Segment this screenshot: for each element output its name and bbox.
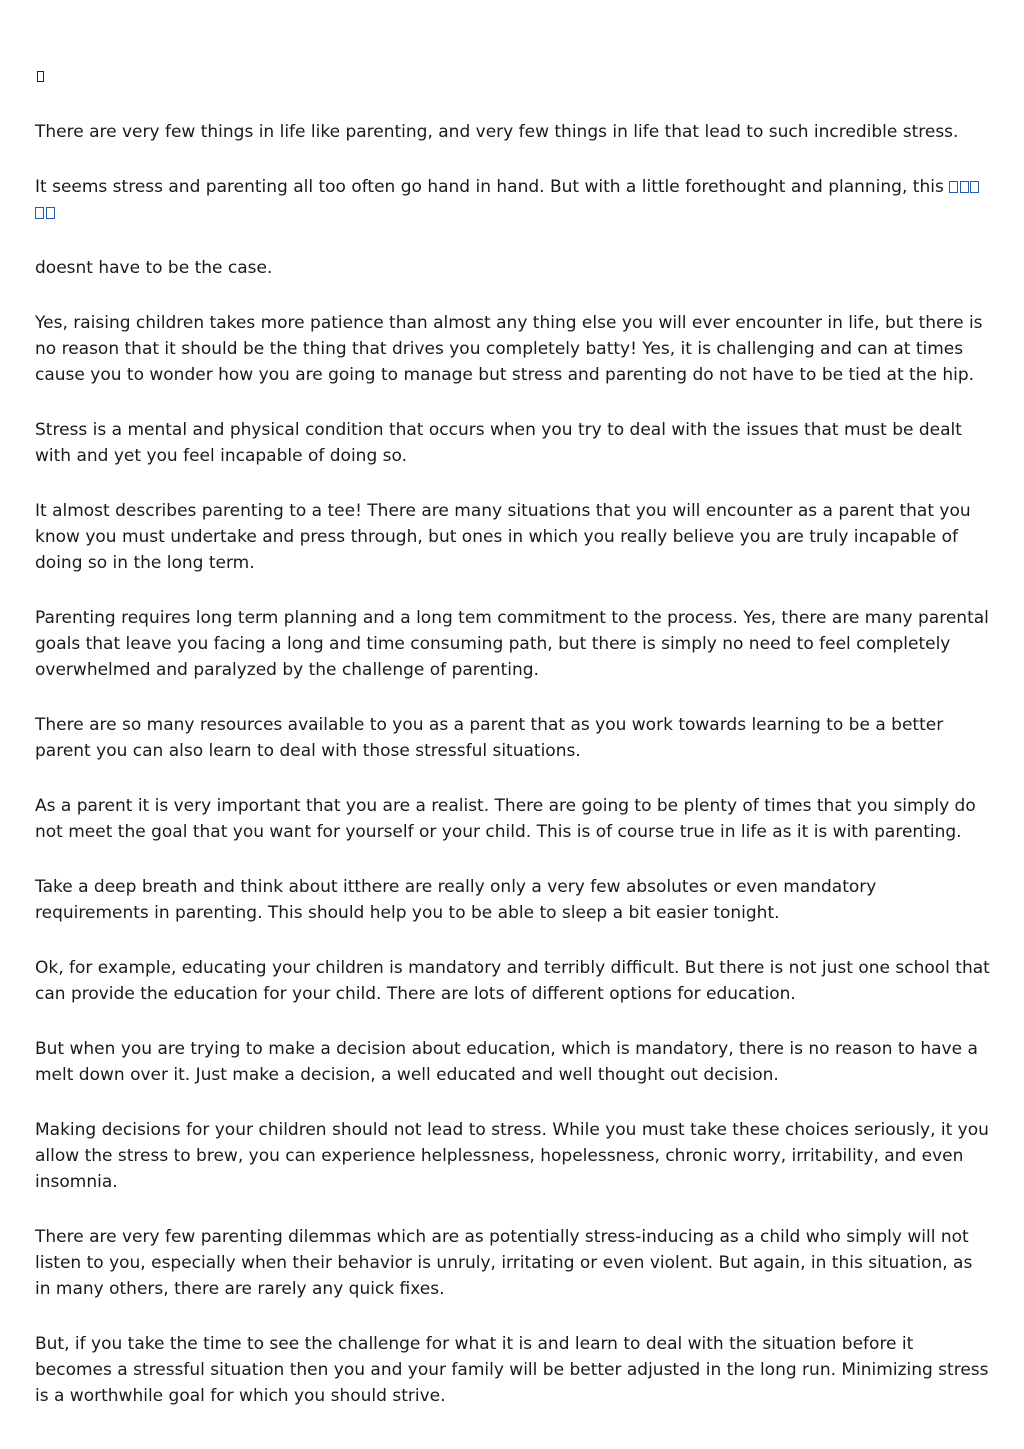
paragraph-8: There are so many resources available to you as a parent that as you work towards learning to be a better parent you can also learn to deal with those stressful situations. [35, 715, 944, 761]
tofu-glyph-icon [949, 181, 958, 193]
missing-glyph-icon [35, 64, 991, 90]
paragraph-9: As a parent it is very important that you are a realist. There are going to be plenty of times that you simply do not meet the goal that you want for yourself or your child. This is of course true in life as it is with parenting. [35, 796, 976, 842]
tofu-glyph-icon [35, 207, 44, 219]
tofu-glyph-icon [960, 181, 969, 193]
paragraph-11: Ok, for example, educating your children is mandatory and terribly difficult. But there is not just one school that can provide the education for your child. There are lots of different options for education. [35, 958, 990, 1004]
tofu-glyph-icon [46, 207, 55, 219]
tofu-glyph-icon [970, 181, 979, 193]
paragraph-4: Yes, raising children takes more patience than almost any thing else you will ever encounter in life, but there is no reason that it should be the thing that drives you completely batty! Yes, it is challenging and can at times cause you to wonder how you are going to manage but stress and parenting do not have to be tied at the hip. [35, 313, 983, 385]
document-body [35, 64, 991, 1438]
paragraph-3: doesnt have to be the case. [35, 258, 273, 278]
paragraph-13: Making decisions for your children should not lead to stress. While you must take these choices seriously, it you allow the stress to brew, you can experience helplessness, hopelessness, chronic worry, irritability, and even insomnia. [35, 1120, 989, 1192]
paragraph-5: Stress is a mental and physical condition that occurs when you try to deal with the issues that must be dealt with and yet you feel incapable of doing so. [35, 420, 962, 466]
paragraph-10: Take a deep breath and think about itthere are really only a very few absolutes or even mandatory requirements in parenting. This should help you to be able to sleep a bit easier tonight. [35, 877, 877, 923]
paragraph-2 [35, 174, 991, 226]
paragraph-15: But, if you take the time to see the challenge for what it is and learn to deal with the situation before it becomes a stressful situation then you and your family will be better adjusted in the long run. Minimizing stress is a worthwhile goal for which you should strive. [35, 1334, 989, 1406]
paragraph-1: There are very few things in life like parenting, and very few things in life that lead to such incredible stress. [35, 122, 959, 142]
missing-glyph-box [37, 71, 44, 82]
paragraph-7: Parenting requires long term planning and a long tem commitment to the process. Yes, there are many parental goals that leave you facing a long and time consuming path, but there is simply no need to feel completely overwhelmed and paralyzed by the challenge of parenting. [35, 608, 989, 680]
paragraph-2-text: It seems stress and parenting all too often go hand in hand. But with a little forethought and planning, this [35, 177, 950, 197]
paragraph-12: But when you are trying to make a decision about education, which is mandatory, there is no reason to have a melt down over it. Just make a decision, a well educated and well thought out decision. [35, 1039, 978, 1085]
paragraph-6: It almost describes parenting to a tee! There are many situations that you will encounter as a parent that you know you must undertake and press through, but ones in which you really believe you are truly incapable of doing so in the long term. [35, 501, 971, 573]
paragraph-14: There are very few parenting dilemmas which are as potentially stress-inducing as a child who simply will not listen to you, especially when their behavior is unruly, irritating or even violent. But again, in this situation, as in many others, there are rarely any quick fixes. [35, 1227, 973, 1299]
